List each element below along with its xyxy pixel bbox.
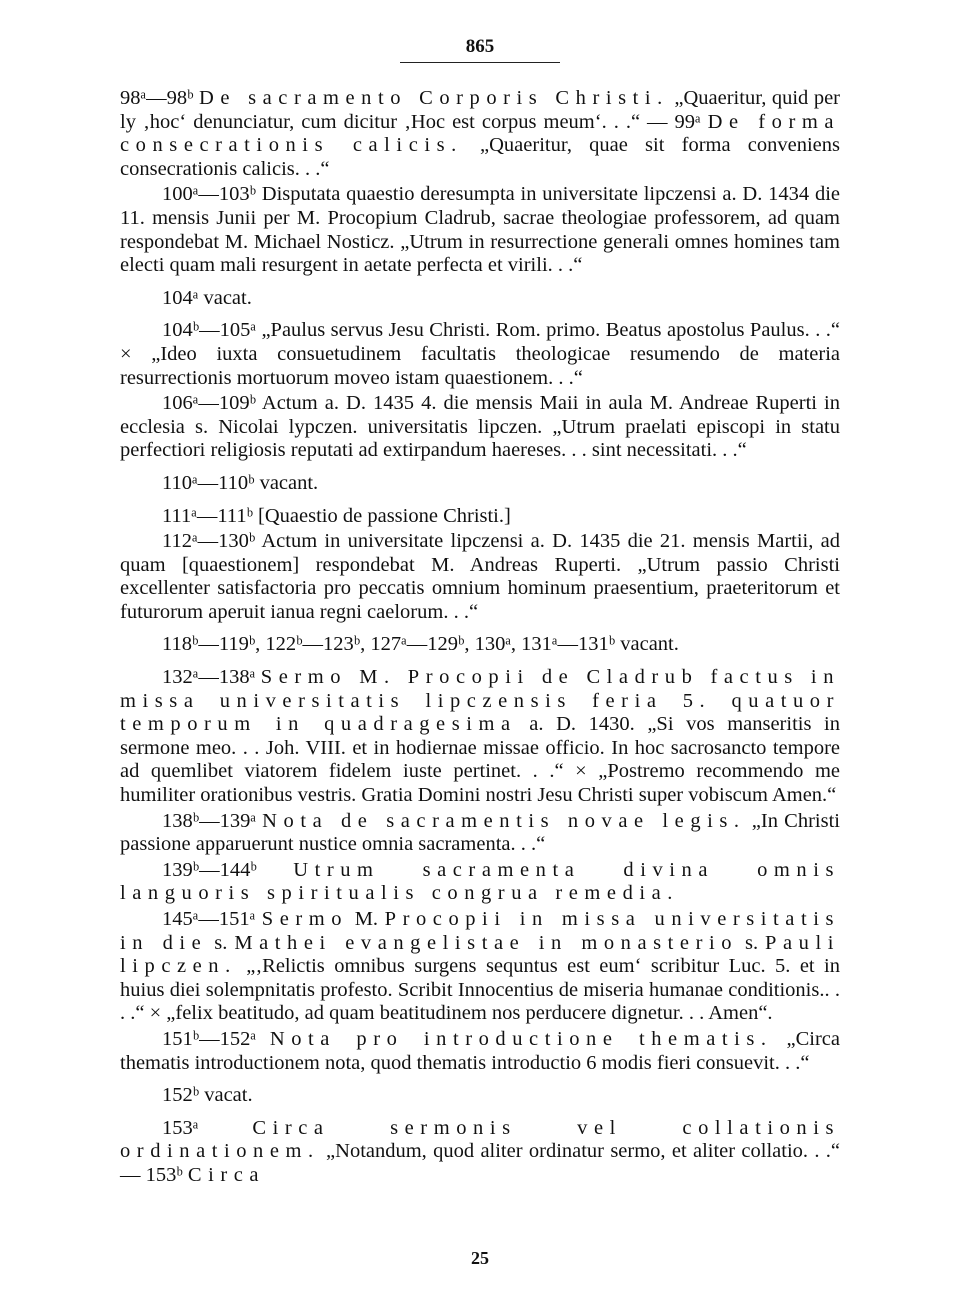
entry-text: vacat. xyxy=(203,286,252,309)
page-number: 865 xyxy=(465,36,495,57)
folio-reference: 139ᵇ—144ᵇ xyxy=(162,858,257,881)
entry-text: [Quaestio de passione Christi.] xyxy=(258,504,511,527)
catalog-entry xyxy=(120,87,840,181)
entry-text: „Paulus servus Jesu Christi. Rom. primo. Beatus apostolus Paulus. . .“ × „Ideo iuxta consuetudinem facultatis theologicae resumendo de materia resurrectionis mortuorum moveo istam quaestionem. . .“ xyxy=(120,319,841,389)
catalog-entry xyxy=(120,1028,840,1075)
spaced-title: Circa sermonis vel collationis ordinationem. xyxy=(120,1116,840,1163)
entry-text: Disputata quaestio deresumpta in universitate lipczensi a. D. 1434 die 11. mensis Junii per M. Procopium Cladrub, sacrae theologiae professorem, ad quam respondebat M. Michael Nosticz. „Utrum in resurrectione generali omnes homines tam electi quam mali resurgent in aetate perfecta et virili. . .“ xyxy=(120,183,841,277)
entry-text: 122ᵇ—123ᵇ, 127ᵃ—129ᵇ, 130ᵃ, 131ᵃ—131ᵇ vacant. xyxy=(265,633,679,656)
footer-page-number: 25 xyxy=(471,1248,489,1268)
folio-reference: 138ᵇ—139ᵃ xyxy=(162,809,256,832)
catalog-entry xyxy=(120,1084,840,1108)
entry-text: vacant. xyxy=(259,471,319,494)
folio-reference: 151ᵇ—152ᵃ xyxy=(162,1027,256,1050)
spaced-title: Nota de sacramentis novae legis. xyxy=(262,809,746,832)
catalog-entry xyxy=(120,1117,840,1188)
folio-reference: 110ᵃ—110ᵇ xyxy=(162,471,255,494)
catalog-entry xyxy=(120,810,840,857)
spaced-title: De forma consecrationis calicis. xyxy=(120,110,840,157)
folio-reference: 100ᵃ—103ᵇ xyxy=(162,183,256,206)
spaced-title: Mathei evangelistae in monasterio xyxy=(234,931,739,954)
spaced-title: Circa xyxy=(187,1163,266,1186)
catalog-entry xyxy=(120,183,840,277)
entry-text: vacat. xyxy=(204,1084,253,1107)
folio-reference: 118ᵇ—119ᵇ, xyxy=(162,633,261,656)
entry-text: „In Christi passione apparuerunt nustice omnia sacramenta. . .“ xyxy=(120,809,840,856)
entry-text: „Quaeritur, quid per ly ‚hoc‘ denunciatur, cum dicitur ‚Hoc est corpus meum‘. . .“ — 99ᵃ xyxy=(120,87,841,133)
folio-reference: 106ᵃ—109ᵇ xyxy=(162,392,256,415)
folio-reference: 153ᵃ xyxy=(162,1116,199,1139)
folio-reference: 104ᵃ xyxy=(162,286,199,309)
spaced-title: Sermo xyxy=(261,908,349,930)
spaced-title: Utrum sacramenta divina omnis languoris spiritualis congrua remedia. xyxy=(120,858,841,905)
catalog-entry xyxy=(120,319,840,390)
catalog-entry xyxy=(120,505,840,529)
entry-text: s. xyxy=(738,931,766,954)
entry-text: „Quaeritur, quae sit forma conveniens consecrationis calicis. . .“ xyxy=(120,134,840,180)
folio-reference: 145ᵃ—151ᵃ xyxy=(162,908,256,930)
entry-text: M. xyxy=(348,908,385,930)
catalog-text xyxy=(120,87,840,1190)
entry-text: Actum in universitate lipczensi a. D. 1435 die 21. mensis Martii, ad quam [quaestionem] respondebat M. Andreas Ruperti. „Utrum passio Christi excellenter satisfactoria pro peccatis omnium hominum praesentium, praeteritorum et futurorum aperuit ianua regni caelorum. . .“ xyxy=(120,530,840,623)
catalog-entry xyxy=(120,530,840,624)
spaced-title: Pauli lipczen. xyxy=(120,931,840,978)
entry-text: a. D. 1430. „Si vos manseritis in sermone meo. . . Joh. VIII. et in hodiernae missae officio. In hoc sacrosancto tempore ad quemlibet viatorem fidelem iuste pertinet. . .“ × „Postremo recommendo me humiliter orationibus vestris. Gratia Domini nostri Jesu Christi super vobiscum Amen.“ xyxy=(120,713,840,807)
entry-text: „Notandum, quod aliter ordinatur sermo, et aliter collatio. . .“ — 153ᵇ xyxy=(120,1140,840,1186)
folio-reference: 98ᵃ—98ᵇ xyxy=(120,87,194,109)
entry-text: „Circa thematis introductionem nota, quod thematis introductio 6 modis fieri consuevit. . .“ xyxy=(120,1027,840,1074)
catalog-entry xyxy=(120,908,840,1026)
spaced-title: Nota pro introductione thematis. xyxy=(269,1027,773,1050)
entry-text: Actum a. D. 1435 4. die mensis Maii in aula M. Andreae Ruperti in ecclesia s. Nicolai lypczen. universitatis lipczen. „Utrum praelati episcopi in statu perfectiori religiosis reputati ad extirpandum haereses. . . sint necessitati. . .“ xyxy=(120,392,840,462)
spaced-title: Procopii in missa universitatis in die xyxy=(120,908,841,954)
catalog-entry xyxy=(120,633,840,657)
folio-reference: 112ᵃ—130ᵇ xyxy=(162,530,256,553)
folio-reference: 152ᵇ xyxy=(162,1084,200,1107)
spaced-title: Sermo M. Procopii de Cladrub factus in missa universitatis lipczensis feria 5. quatuor temporum in quadragesima xyxy=(120,666,840,736)
spaced-title: De sacramento Corporis Christi. xyxy=(198,87,669,109)
catalog-entry xyxy=(120,287,840,311)
catalog-entry xyxy=(120,666,840,808)
entry-text: s. xyxy=(207,931,235,954)
header-rule xyxy=(400,62,560,63)
folio-reference: 111ᵃ—111ᵇ xyxy=(162,504,253,527)
catalog-entry xyxy=(120,859,840,906)
entry-text: „‚Relictis omnibus surgens sequntus est eum‘ scribitur Luc. 5. et in huius diei solempnitatis profesto. Scribit Innocentius de miseria humanae conditionis.. . . .“ × „felix beatitudo, ad quam beatitudinem nos perducere dignetur. . . Amen“. xyxy=(120,955,840,1025)
folio-reference: 132ᵃ—138ᵃ xyxy=(162,666,256,689)
catalog-entry xyxy=(120,472,840,496)
catalog-entry xyxy=(120,392,840,463)
folio-reference: 104ᵇ—105ᵃ xyxy=(162,319,256,342)
